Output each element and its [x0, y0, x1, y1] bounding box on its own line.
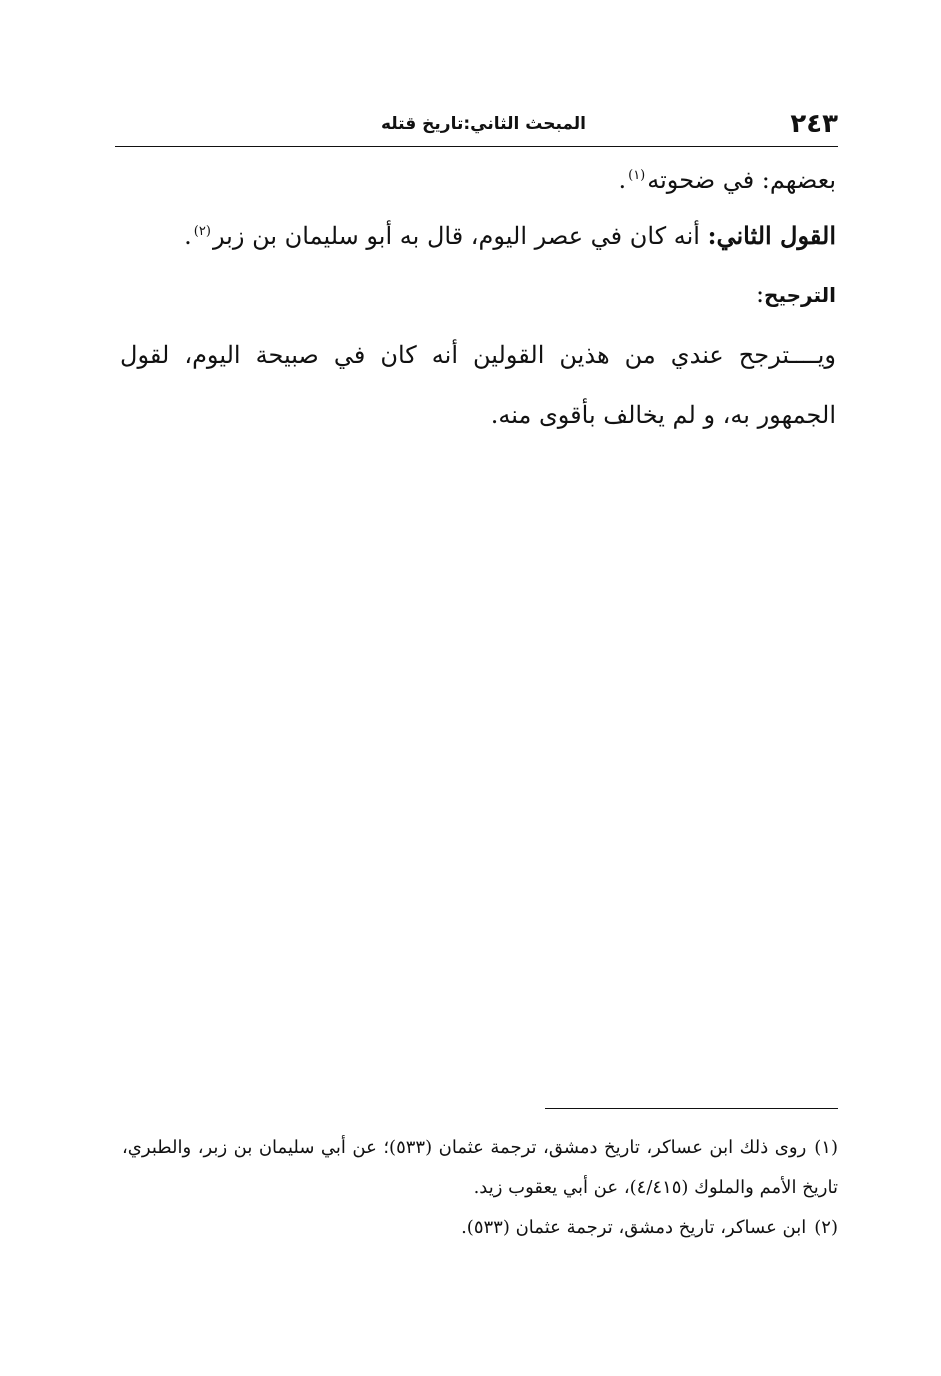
footnotes	[122, 1128, 838, 1248]
footnote-number: (٢)	[814, 1217, 838, 1238]
footnote-1	[122, 1128, 838, 1208]
main-text	[120, 152, 836, 445]
footnote-ref-1: (١)	[628, 168, 646, 183]
footnote-2	[122, 1208, 838, 1248]
header-divider	[115, 146, 838, 147]
footnote-ref-2: (٢)	[193, 224, 211, 239]
footnote-divider	[545, 1108, 838, 1109]
footnote-text: روى ذلك ابن عساكر، تاريخ دمشق، ترجمة عثمان (٥٣٣)؛ عن أبي سليمان بن زبر، والطبري، تاريخ الأمم والملوك (٤/٤١٥)، عن أبي يعقوب زيد.	[122, 1137, 838, 1198]
running-title: المبحث الثاني:تاريخ قتله	[380, 114, 586, 134]
text-line-continuation	[120, 152, 836, 208]
heading-colon: :	[755, 280, 765, 308]
footnote-text: ابن عساكر، تاريخ دمشق، ترجمة عثمان (٥٣٣).	[461, 1217, 807, 1238]
page-number: ٢٤٣	[790, 109, 838, 139]
section-heading	[120, 264, 836, 325]
second-opinion-label: القول الثاني:	[707, 221, 836, 250]
footnote-number: (١)	[814, 1137, 838, 1158]
continuation-text: بعضهم: في ضحوته	[647, 166, 836, 194]
second-opinion-text: أنه كان في عصر اليوم، قال به أبو سليمان بن زبر	[212, 222, 700, 250]
page-header	[115, 108, 838, 144]
preference-heading: الترجيح	[764, 283, 836, 307]
line-end-period: .	[184, 222, 192, 250]
preference-paragraph: ويــــترجح عندي من هذين القولين أنه كان في صبيحة اليوم، لقول الجمهور به، و لم يخالف بأقوى منه.	[120, 341, 836, 429]
line-end-period: .	[618, 166, 627, 194]
second-opinion	[120, 208, 836, 264]
